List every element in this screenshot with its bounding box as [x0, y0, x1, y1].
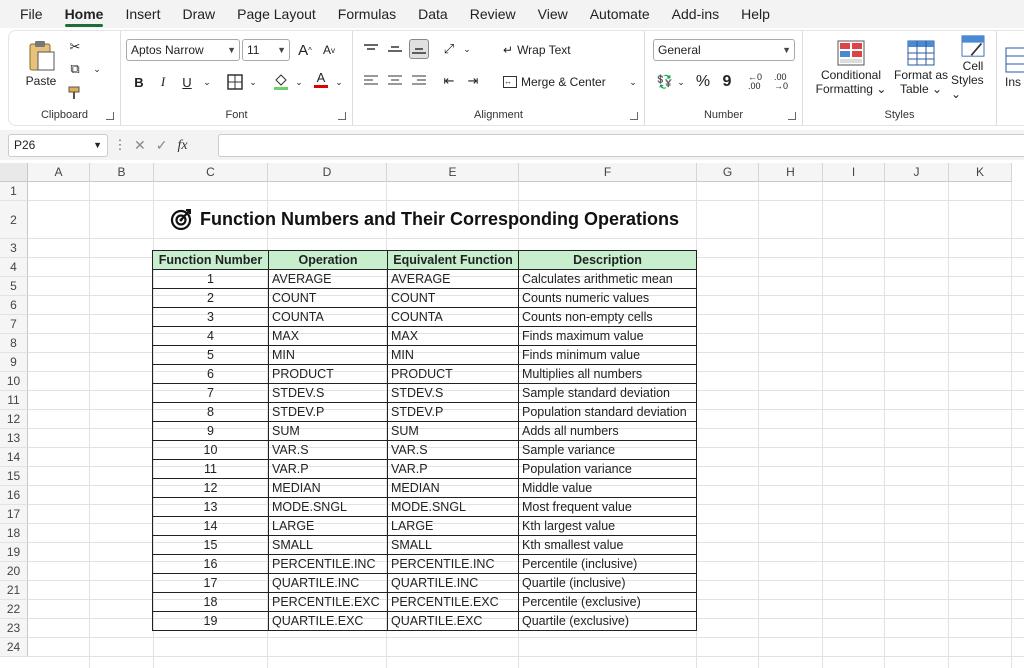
row-header[interactable]: 13 — [0, 429, 28, 448]
cell-styles-button[interactable] — [951, 35, 995, 101]
table-cell[interactable]: 11 — [153, 460, 269, 479]
table-cell[interactable]: 2 — [153, 289, 269, 308]
grow-font-button[interactable]: A ^ — [298, 41, 312, 59]
table-cell[interactable]: Population variance — [519, 460, 697, 479]
column-header[interactable]: H — [759, 163, 823, 182]
ribbon — [8, 30, 1024, 126]
row-header[interactable]: 17 — [0, 505, 28, 524]
table-cell[interactable]: MEDIAN — [388, 479, 519, 498]
table-cell[interactable]: 18 — [153, 593, 269, 612]
table-cell[interactable]: Kth largest value — [519, 517, 697, 536]
row-header[interactable]: 1 — [0, 182, 28, 201]
chevron-down-icon[interactable]: ⌄ — [335, 76, 343, 87]
row-header[interactable]: 14 — [0, 448, 28, 467]
align-middle-icon[interactable] — [385, 39, 405, 59]
decrease-indent-icon[interactable]: ⇤ — [443, 73, 455, 88]
formula-bar — [0, 130, 1024, 160]
table-cell[interactable]: Calculates arithmetic mean — [519, 270, 697, 289]
conditional-formatting-icon — [837, 40, 865, 66]
table-cell[interactable]: Most frequent value — [519, 498, 697, 517]
sheet-title — [170, 207, 679, 231]
table-row — [153, 479, 697, 498]
table-cell[interactable]: PRODUCT — [269, 365, 388, 384]
table-row — [153, 517, 697, 536]
cell-styles-icon — [959, 35, 987, 57]
italic-button[interactable]: I — [160, 74, 166, 89]
tab-page-layout[interactable]: Page Layout — [237, 6, 316, 22]
table-cell[interactable]: Kth smallest value — [519, 536, 697, 555]
table-cell[interactable]: SUM — [388, 422, 519, 441]
row-header[interactable]: 4 — [0, 258, 28, 277]
table-row — [153, 365, 697, 384]
styles-label: Styles — [884, 109, 915, 121]
align-right-icon[interactable] — [409, 71, 429, 91]
chevron-down-icon: ▼ — [782, 45, 791, 55]
table-cell[interactable]: VAR.P — [269, 460, 388, 479]
shrink-font-button[interactable]: A v — [322, 43, 335, 57]
cell-styles-label-2-text: Styles — [951, 73, 984, 87]
gridline — [28, 637, 1024, 638]
table-cell[interactable]: Percentile (inclusive) — [519, 555, 697, 574]
target-icon — [170, 208, 192, 230]
row-header[interactable]: 5 — [0, 277, 28, 296]
table-cell[interactable]: STDEV.P — [269, 403, 388, 422]
row-header[interactable]: 11 — [0, 391, 28, 410]
paste-icon — [26, 40, 56, 72]
tab-file[interactable]: File — [20, 6, 43, 22]
column-header[interactable]: B — [90, 163, 154, 182]
chevron-down-icon[interactable]: ⌄ — [677, 76, 685, 87]
table-cell[interactable]: 6 — [153, 365, 269, 384]
table-cell[interactable]: Finds maximum value — [519, 327, 697, 346]
table-row — [153, 574, 697, 593]
column-header[interactable]: C — [154, 163, 268, 182]
table-cell[interactable]: Finds minimum value — [519, 346, 697, 365]
row-header[interactable]: 2 — [0, 201, 28, 239]
function-table — [152, 250, 697, 631]
paste-button[interactable] — [21, 35, 61, 93]
table-cell[interactable]: VAR.S — [269, 441, 388, 460]
comma-button[interactable]: 9 — [722, 73, 732, 90]
row-header[interactable]: 3 — [0, 239, 28, 258]
table-cell[interactable]: Counts non-empty cells — [519, 308, 697, 327]
tab-review[interactable]: Review — [469, 6, 516, 22]
table-cell[interactable]: COUNTA — [269, 308, 388, 327]
alignment-launcher[interactable] — [630, 112, 638, 120]
format-as-table-label-2-text: Table — [899, 82, 929, 96]
table-row — [153, 441, 697, 460]
table-cell[interactable]: 13 — [153, 498, 269, 517]
merge-label: Merge & Center — [521, 75, 606, 89]
row-header[interactable]: 16 — [0, 486, 28, 505]
tab-data[interactable]: Data — [418, 6, 448, 22]
header-function-number[interactable]: Function Number — [153, 251, 269, 270]
chevron-down-icon[interactable]: ⌄ — [629, 76, 637, 87]
table-row — [153, 612, 697, 631]
conditional-formatting-button[interactable] — [813, 35, 889, 101]
row-header[interactable]: 22 — [0, 600, 28, 619]
cell-styles-label-1: Cell — [962, 59, 984, 73]
table-cell[interactable]: PERCENTILE.INC — [388, 555, 519, 574]
tab-home[interactable]: Home — [65, 0, 104, 28]
sheet-title-text: Function Numbers and Their Corresponding Operations — [200, 208, 680, 229]
paste-label: Paste — [25, 74, 57, 88]
row-header[interactable]: 6 — [0, 296, 28, 315]
menu-bar — [0, 0, 1024, 28]
row-header[interactable]: 8 — [0, 334, 28, 353]
number-format-value: General — [658, 43, 701, 57]
orientation-icon[interactable]: ⤢ — [443, 41, 455, 56]
table-row — [153, 555, 697, 574]
tab-automate[interactable]: Automate — [589, 6, 650, 22]
table-cell[interactable]: MAX — [269, 327, 388, 346]
wrap-text-icon: ↵ — [503, 43, 514, 57]
font-color-glyph: A — [316, 69, 326, 85]
table-row — [153, 346, 697, 365]
cell-styles-label-2: Styles ⌄ — [951, 73, 984, 101]
insert-cells-button[interactable] — [1005, 35, 1024, 101]
tab-formulas[interactable]: Formulas — [337, 6, 397, 22]
wrap-text-label: Wrap Text — [517, 43, 571, 57]
conditional-formatting-label-1: Conditional — [820, 68, 882, 82]
table-row — [153, 289, 697, 308]
tab-add-ins[interactable]: Add-ins — [671, 6, 720, 22]
font-size-value: 11 — [247, 43, 260, 57]
table-row — [153, 460, 697, 479]
alignment-label: Alignment — [474, 109, 523, 121]
table-cell[interactable]: SUM — [269, 422, 388, 441]
table-cell[interactable]: MEDIAN — [269, 479, 388, 498]
table-cell[interactable]: 9 — [153, 422, 269, 441]
font-launcher[interactable] — [338, 112, 346, 120]
chevron-down-icon: ▼ — [227, 45, 236, 55]
clipboard-launcher[interactable] — [106, 112, 114, 120]
format-as-table-label-2: Table ⌄ — [899, 82, 943, 96]
format-as-table-icon — [907, 40, 935, 66]
table-cell[interactable]: 5 — [153, 346, 269, 365]
column-header[interactable]: A — [28, 163, 90, 182]
chevron-down-icon[interactable]: ⌄ — [463, 43, 471, 54]
formula-buttons — [128, 134, 212, 157]
enter-icon[interactable]: ✓ — [155, 137, 168, 153]
chevron-down-icon[interactable]: ⌄ — [203, 76, 211, 87]
tab-help[interactable]: Help — [741, 6, 770, 22]
header-operation[interactable]: Operation — [269, 251, 388, 270]
chevron-down-icon: ▼ — [277, 45, 286, 55]
underline-button[interactable]: U — [182, 74, 192, 90]
chevron-down-icon[interactable]: ⌄ — [295, 76, 303, 87]
table-row — [153, 536, 697, 555]
merge-icon: ↔ — [503, 76, 517, 88]
font-name-select[interactable] — [126, 39, 240, 61]
table-cell[interactable]: QUARTILE.INC — [388, 574, 519, 593]
table-cell[interactable]: Multiplies all numbers — [519, 365, 697, 384]
table-row — [153, 403, 697, 422]
merge-center-button[interactable] — [503, 71, 606, 93]
insert-cells-label: Ins — [1005, 75, 1022, 89]
cells-group — [999, 31, 1024, 125]
table-cell[interactable]: 12 — [153, 479, 269, 498]
table-cell[interactable]: 17 — [153, 574, 269, 593]
table-cell[interactable]: MIN — [269, 346, 388, 365]
column-header[interactable]: D — [268, 163, 387, 182]
font-size-select[interactable] — [242, 39, 290, 61]
table-cell[interactable]: LARGE — [269, 517, 388, 536]
tab-view[interactable]: View — [537, 6, 568, 22]
row-header[interactable]: 24 — [0, 638, 28, 657]
row-header[interactable]: 18 — [0, 524, 28, 543]
increase-decimal-icon[interactable]: ←0 .00 — [747, 72, 762, 91]
increase-indent-icon[interactable]: ⇥ — [467, 73, 479, 88]
gridline — [884, 182, 885, 668]
clipboard-group — [9, 31, 121, 125]
align-left-icon[interactable] — [361, 71, 381, 91]
conditional-formatting-label-2: Formatting ⌄ — [815, 82, 887, 96]
table-cell[interactable]: MODE.SNGL — [269, 498, 388, 517]
table-cell[interactable]: SMALL — [388, 536, 519, 555]
fill-color-icon[interactable] — [271, 71, 291, 91]
table-cell[interactable]: 14 — [153, 517, 269, 536]
table-cell[interactable]: MIN — [388, 346, 519, 365]
shrink-font-glyph: A — [322, 43, 331, 57]
table-header-row — [153, 251, 697, 270]
tab-draw[interactable]: Draw — [182, 6, 216, 22]
gridline — [89, 182, 90, 668]
column-header[interactable]: J — [885, 163, 949, 182]
gridline — [822, 182, 823, 668]
copy-icon[interactable]: ⧉ — [70, 61, 80, 76]
tab-insert[interactable]: Insert — [125, 6, 161, 22]
table-cell[interactable]: PERCENTILE.EXC — [269, 593, 388, 612]
select-all-corner[interactable] — [0, 163, 28, 182]
table-cell[interactable]: Population standard deviation — [519, 403, 697, 422]
table-cell[interactable]: Quartile (exclusive) — [519, 612, 697, 631]
table-cell[interactable]: Sample standard deviation — [519, 384, 697, 403]
table-cell[interactable]: SMALL — [269, 536, 388, 555]
table-cell[interactable]: 19 — [153, 612, 269, 631]
number-launcher[interactable] — [788, 112, 796, 120]
gridline — [28, 200, 1024, 201]
row-header[interactable]: 9 — [0, 353, 28, 372]
decrease-decimal-icon[interactable]: .00 →0 — [773, 72, 788, 91]
clipboard-label: Clipboard — [40, 109, 89, 121]
insert-cells-icon — [1005, 47, 1024, 73]
table-cell[interactable]: QUARTILE.EXC — [269, 612, 388, 631]
name-box[interactable] — [8, 134, 108, 157]
table-row — [153, 270, 697, 289]
table-cell[interactable]: Counts numeric values — [519, 289, 697, 308]
formula-input[interactable] — [218, 134, 1024, 157]
table-cell[interactable]: 3 — [153, 308, 269, 327]
table-cell[interactable]: QUARTILE.EXC — [388, 612, 519, 631]
styles-group — [803, 31, 997, 125]
table-cell[interactable]: COUNT — [269, 289, 388, 308]
align-bottom-icon[interactable] — [409, 39, 429, 59]
wrap-text-button[interactable] — [503, 39, 571, 61]
table-cell[interactable]: STDEV.S — [388, 384, 519, 403]
conditional-formatting-label-2-text: Formatting — [815, 82, 873, 96]
font-color-icon[interactable] — [311, 69, 331, 89]
table-cell[interactable]: Percentile (exclusive) — [519, 593, 697, 612]
font-label: Font — [225, 109, 248, 121]
row-header[interactable]: 21 — [0, 581, 28, 600]
column-header[interactable]: F — [519, 163, 697, 182]
grow-font-glyph: A — [298, 41, 309, 59]
gridline — [948, 182, 949, 668]
table-cell[interactable]: COUNT — [388, 289, 519, 308]
table-cell[interactable]: 15 — [153, 536, 269, 555]
table-cell[interactable]: Middle value — [519, 479, 697, 498]
table-cell[interactable]: 16 — [153, 555, 269, 574]
table-cell[interactable]: 1 — [153, 270, 269, 289]
copy-dropdown-icon[interactable]: ⌄ — [93, 63, 101, 74]
format-as-table-button[interactable] — [889, 35, 953, 101]
table-row — [153, 384, 697, 403]
gridline — [28, 238, 1024, 239]
borders-icon[interactable] — [225, 72, 245, 92]
table-cell[interactable]: STDEV.S — [269, 384, 388, 403]
column-header[interactable]: G — [697, 163, 759, 182]
table-cell[interactable]: PERCENTILE.INC — [269, 555, 388, 574]
row-header[interactable]: 19 — [0, 543, 28, 562]
column-header[interactable]: E — [387, 163, 519, 182]
column-header[interactable]: K — [949, 163, 1012, 182]
table-cell[interactable]: AVERAGE — [269, 270, 388, 289]
number-group — [645, 31, 803, 125]
row-header[interactable]: 12 — [0, 410, 28, 429]
cancel-icon[interactable]: ✕ — [134, 137, 146, 153]
table-cell[interactable]: VAR.S — [388, 441, 519, 460]
table-cell[interactable]: MODE.SNGL — [388, 498, 519, 517]
table-cell[interactable]: PRODUCT — [388, 365, 519, 384]
row-header[interactable]: 20 — [0, 562, 28, 581]
header-description[interactable]: Description — [519, 251, 697, 270]
table-cell[interactable]: VAR.P — [388, 460, 519, 479]
table-cell[interactable]: 7 — [153, 384, 269, 403]
table-cell[interactable]: QUARTILE.INC — [269, 574, 388, 593]
gridline — [758, 182, 759, 668]
cut-icon[interactable]: ✂ — [69, 39, 81, 54]
table-row — [153, 498, 697, 517]
header-equivalent-function[interactable]: Equivalent Function — [388, 251, 519, 270]
table-cell[interactable]: PERCENTILE.EXC — [388, 593, 519, 612]
table-row — [153, 327, 697, 346]
bold-button[interactable]: B — [134, 74, 144, 90]
percent-button[interactable]: % — [695, 73, 711, 90]
more-options-icon[interactable]: ⋮ — [113, 137, 127, 152]
table-cell[interactable]: LARGE — [388, 517, 519, 536]
format-as-table-label-1: Format as — [893, 68, 948, 82]
table-cell[interactable]: STDEV.P — [388, 403, 519, 422]
insert-function-button[interactable]: fx — [177, 137, 188, 153]
table-row — [153, 593, 697, 612]
table-cell[interactable]: Adds all numbers — [519, 422, 697, 441]
table-cell[interactable]: Sample variance — [519, 441, 697, 460]
table-cell[interactable]: 10 — [153, 441, 269, 460]
table-row — [153, 422, 697, 441]
number-label: Number — [703, 109, 744, 121]
table-cell[interactable]: 8 — [153, 403, 269, 422]
font-group — [121, 31, 353, 125]
chevron-down-icon[interactable]: ⌄ — [249, 76, 257, 87]
table-cell[interactable]: COUNTA — [388, 308, 519, 327]
number-format-select[interactable] — [653, 39, 795, 61]
align-center-icon[interactable] — [385, 71, 405, 91]
format-painter-icon[interactable] — [65, 83, 85, 103]
row-header[interactable]: 10 — [0, 372, 28, 391]
table-cell[interactable]: Quartile (inclusive) — [519, 574, 697, 593]
font-name-value: Aptos Narrow — [131, 43, 204, 57]
gridline — [28, 656, 1024, 657]
chevron-down-icon: ▼ — [93, 140, 102, 150]
row-header[interactable]: 23 — [0, 619, 28, 638]
currency-icon[interactable]: 💱 — [656, 74, 674, 89]
column-header[interactable]: I — [823, 163, 885, 182]
table-cell[interactable]: MAX — [388, 327, 519, 346]
table-cell[interactable]: 4 — [153, 327, 269, 346]
row-header[interactable]: 7 — [0, 315, 28, 334]
table-cell[interactable]: AVERAGE — [388, 270, 519, 289]
table-row — [153, 308, 697, 327]
alignment-group — [353, 31, 645, 125]
gridline — [1011, 182, 1012, 668]
name-box-value: P26 — [14, 138, 36, 152]
row-header[interactable]: 15 — [0, 467, 28, 486]
align-top-icon[interactable] — [361, 39, 381, 59]
